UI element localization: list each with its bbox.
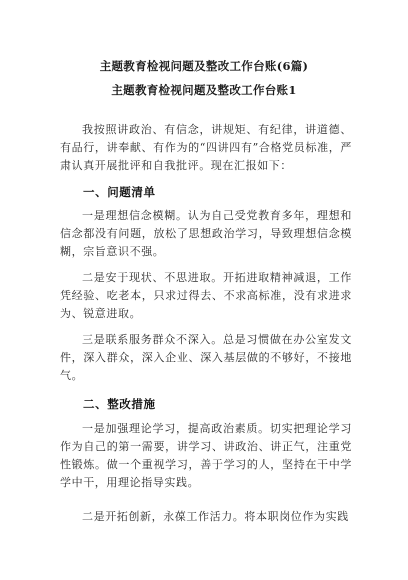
measure-text-1: 一是加强理论学习，提高政治素质。切实把理论学习作为自己的第一需要，讲学习、讲政治、讲正气，注重党性锻炼。做一个重视学习，善于学习的人，坚持在干中学学中干，用理论指导实践。	[60, 422, 352, 489]
section-heading-issues	[60, 183, 352, 201]
measure-paragraph-2	[60, 508, 352, 526]
measure-paragraph-1	[60, 420, 352, 492]
issue-text-2: 二是安于现状、不思进取。开拓进取精神减退，工作凭经验、吃老本，只求过得去、不求高标准，没有求进求为、锐意进取。	[60, 271, 352, 320]
section2-heading: 二、整改措施	[83, 397, 156, 411]
issue-paragraph-1	[60, 207, 352, 261]
issue-paragraph-2	[60, 269, 352, 323]
issue-paragraph-3	[60, 331, 352, 385]
issue-text-1: 一是理想信念模糊。认为自己受党教育多年，理想和信念都没有问题，放松了思想政治学习，导致理想信念模糊，宗旨意识不强。	[60, 209, 352, 258]
measure-text-2: 二是开拓创新，永葆工作活力。将本职岗位作为实践	[82, 510, 349, 523]
intro-paragraph	[60, 121, 352, 175]
document-subtitle: 主题教育检视问题及整改工作台账1	[111, 83, 297, 97]
issue-text-3: 三是联系服务群众不深入。总是习惯做在办公室发文件，深入群众，深入企业、深入基层做的不够好，不接地气。	[60, 333, 352, 382]
section1-heading: 一、问题清单	[83, 185, 156, 199]
intro-text: 我按照讲政治、有信念，讲规矩、有纪律，讲道德、有品行，讲奉献、有作为的“四讲四有”合格党员标准，严肃认真开展批评和自我批评。现在汇报如下：	[60, 123, 352, 172]
section-heading-measures	[60, 395, 352, 413]
document-title: 主题教育检视问题及整改工作台账(6篇)	[99, 59, 309, 73]
